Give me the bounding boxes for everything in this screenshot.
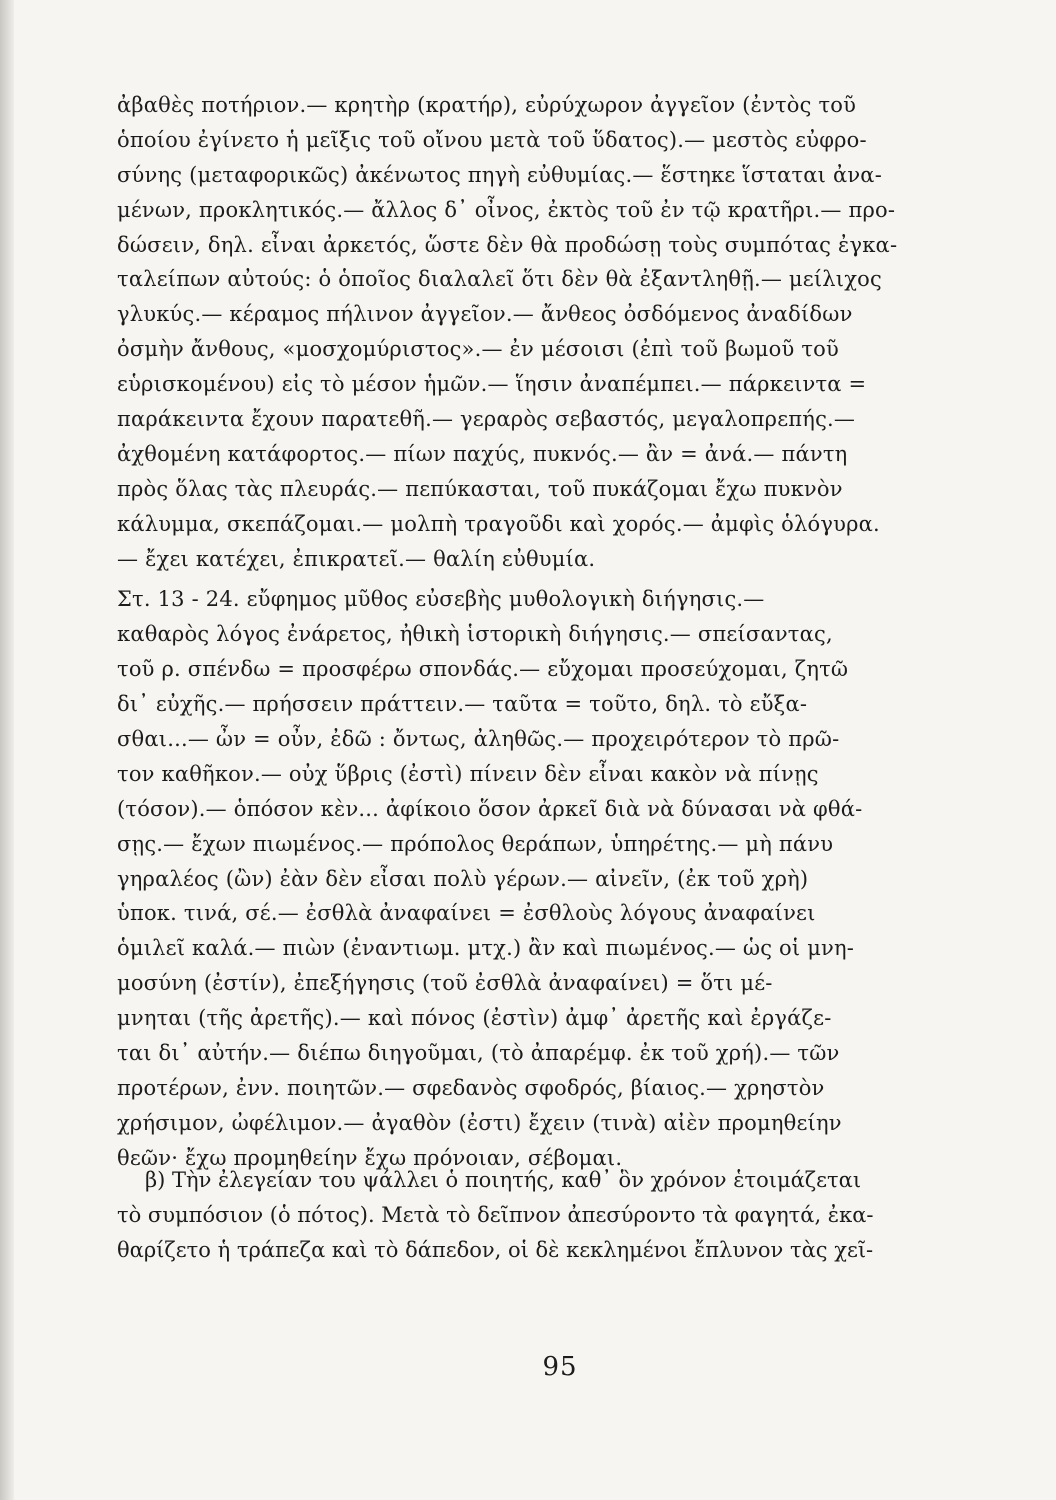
text-line: δώσειν, δηλ. εἶναι ἀρκετός, ὥστε δὲν θὰ προδώσῃ τοὺς συμπότας ἐγκα- [117, 232, 898, 257]
text-line: ὁποίου ἐγίνετο ἡ μεῖξις τοῦ οἴνου μετὰ τοῦ ὕδατος).— μεστὸς εὐφρο- [117, 127, 867, 152]
text-line: ταλείπων αὐτούς: ὁ ὁποῖος διαλαλεῖ ὅτι δὲν θὰ ἐξαντληθῇ.— μείλιχος [117, 267, 882, 292]
text-line: πρὸς ὅλας τὰς πλευράς.— πεπύκασται, τοῦ πυκάζομαι ἔχω πυκνὸν [117, 476, 843, 501]
text-line: ἀβαθὲς ποτήριον.— κρητὴρ (κρατήρ), εὐρύχωρον ἀγγεῖον (ἐντὸς τοῦ [117, 93, 857, 117]
text-line: β) Τὴν ἐλεγείαν του ψάλλει ὁ ποιητής, καθ᾽ ὃν χρόνον ἑτοιμάζεται [145, 1168, 862, 1192]
scan-shadow [0, 0, 14, 1500]
text-line: σύνης (μεταφορικῶς) ἀκένωτος πηγὴ εὐθυμίας.— ἕστηκε ἵσταται ἀνα- [117, 162, 882, 187]
text-line: παράκειντα ἔχουν παρατεθῆ.— γεραρὸς σεβαστός, μεγαλοπρεπής.— [117, 407, 856, 432]
text-line: (τόσον).— ὁπόσον κὲν... ἀφίκοιο ὅσον ἀρκεῖ διὰ νὰ δύνασαι νὰ φθά- [117, 796, 863, 821]
text-line: ὀσμὴν ἄνθους, «μοσχομύριστος».— ἐν μέσοισι (ἐπὶ τοῦ βωμοῦ τοῦ [117, 337, 839, 362]
section-b-paragraph [117, 1163, 975, 1268]
text-line: — ἔχει κατέχει, ἐπικρατεῖ.— θαλίη εὐθυμία. [117, 546, 596, 571]
text-line: τὸ συμπόσιον (ὁ πότος). Μετὰ τὸ δεῖπνον ἀπεσύροντο τὰ φαγητά, ἐκα- [117, 1203, 874, 1227]
text-line: εὑρισκομένου) εἰς τὸ μέσον ἡμῶν.— ἵησιν ἀναπέμπει.— πάρκειντα = [117, 372, 867, 397]
page-number: 95 [542, 1352, 578, 1382]
text-line: ὁμιλεῖ καλά.— πιὼν (ἐναντιωμ. μτχ.) ἂν καὶ πιωμένος.— ὡς οἱ μνη- [117, 936, 855, 961]
text-line: τοῦ ρ. σπένδω = προσφέρω σπονδάς.— εὔχομαι προσεύχομαι, ζητῶ [117, 657, 849, 682]
text-line: ἀχθομένη κατάφορτος.— πίων παχύς, πυκνός.— ἂν = ἀνά.— πάντη [117, 441, 848, 466]
text-line: ται δι᾽ αὐτήν.— διέπω διηγοῦμαι, (τὸ ἀπαρέμφ. ἐκ τοῦ χρή).— τῶν [117, 1041, 840, 1066]
text-line: θεῶν· ἔχω προμηθείην ἔχω πρόνοιαν, σέβομαι. [117, 1145, 623, 1170]
text-line: σθαι...— ὦν = οὖν, ἐδῶ : ὄντως, ἀληθῶς.— προχειρότερον τὸ πρῶ- [117, 727, 840, 752]
text-line: γηραλέος (ὢν) ἐὰν δὲν εἶσαι πολὺ γέρων.— αἰνεῖν, (ἐκ τοῦ χρὴ) [117, 866, 809, 891]
text-line: προτέρων, ἐνν. ποιητῶν.— σφεδανὸς σφοδρός, βίαιος.— χρηστὸν [117, 1075, 825, 1100]
text-line: καθαρὸς λόγος ἐνάρετος, ἠθικὴ ἱστορικὴ διήγησις.— σπείσαντας, [117, 622, 833, 647]
text-line: θαρίζετο ἡ τράπεζα καὶ τὸ δάπεδον, οἱ δὲ κεκλημένοι ἔπλυνον τὰς χεῖ- [117, 1238, 874, 1262]
glossary-text [117, 88, 975, 1176]
text-line: μνηται (τῆς ἀρετῆς).— καὶ πόνος (ἐστὶν) ἀμφ᾽ ἀρετῆς καὶ ἐργάζε- [117, 1006, 832, 1031]
text-line: κάλυμμα, σκεπάζομαι.— μολπὴ τραγοῦδι καὶ χορός.— ἀμφὶς ὁλόγυρα. [117, 511, 880, 536]
text-line: δι᾽ εὐχῆς.— πρήσσειν πράττειν.— ταῦτα = τοῦτο, δηλ. τὸ εὔξα- [117, 692, 808, 717]
text-line: χρήσιμον, ὠφέλιμον.— ἀγαθὸν (ἐστι) ἔχειν (τινὰ) αἰὲν προμηθείην [117, 1110, 842, 1135]
section-heading-line: Στ. 13 - 24. εὔφημος μῦθος εὐσεβὴς μυθολογικὴ διήγησις.— [117, 587, 765, 612]
text-line: γλυκύς.— κέραμος πήλινον ἀγγεῖον.— ἄνθεος ὀσδόμενος ἀναδίδων [117, 302, 853, 327]
text-line: ὑποκ. τινά, σέ.— ἐσθλὰ ἀναφαίνει = ἐσθλοὺς λόγους ἀναφαίνει [117, 901, 816, 926]
text-line: σῃς.— ἔχων πιωμένος.— πρόπολος θεράπων, ὑπηρέτης.— μὴ πάνυ [117, 831, 834, 856]
text-line: μοσύνη (ἐστίν), ἐπεξήγησις (τοῦ ἐσθλὰ ἀναφαίνει) = ὅτι μέ- [117, 971, 773, 996]
text-line: τον καθῆκον.— οὐχ ὕβρις (ἐστὶ) πίνειν δὲν εἶναι κακὸν νὰ πίνῃς [117, 761, 819, 786]
text-line: μένων, προκλητικός.— ἄλλος δ᾽ οἶνος, ἐκτὸς τοῦ ἐν τῷ κρατῆρι.— προ- [117, 197, 896, 222]
